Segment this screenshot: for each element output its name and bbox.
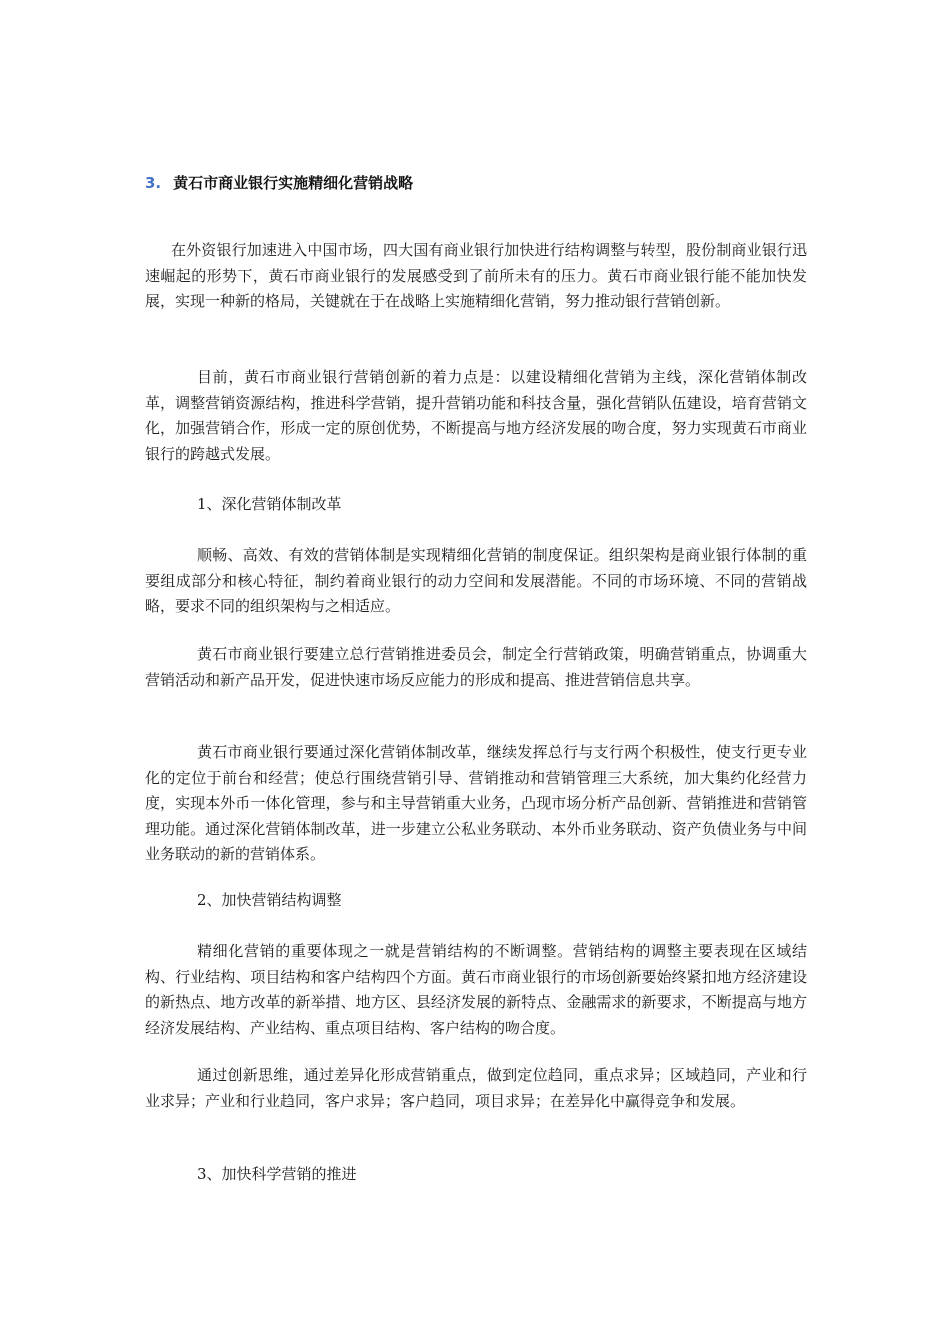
paragraph-focus: 目前，黄石市商业银行营销创新的着力点是：以建设精细化营销为主线，深化营销体制改革，调整营销资源结构，推进科学营销，提升营销功能和科技含量，强化营销队伍建设，培育营销文化，加强营销合作，形成一定的原创优势，不断提高与地方经济发展的吻合度，努力实现黄石市商业银行的跨越式发展。 xyxy=(145,368,807,463)
paragraph-system: 顺畅、高效、有效的营销体制是实现精细化营销的制度保证。组织架构是商业银行体制的重要组成部分和核心特征，制约着商业银行的动力空间和发展潜能。不同的市场环境、不同的营销战略，要求不同的组织架构与之相适应。 xyxy=(145,546,807,615)
paragraph-structure: 精细化营销的重要体现之一就是营销结构的不断调整。营销结构的调整主要表现在区域结构、行业结构、项目结构和客户结构四个方面。黄石市商业银行的市场创新要始终紧扣地方经济建设的新热点、地方改革的新举措、地方区、县经济发展的新特点、金融需求的新要求，不断提高与地方经济发展结构、产业结构、重点项目结构、客户结构的吻合度。 xyxy=(145,942,807,1037)
paragraph-differentiation: 通过创新思维，通过差异化形成营销重点，做到定位趋同，重点求异；区域趋同，产业和行业求异；产业和行业趋同，客户求异；客户趋同，项目求异；在差异化中赢得竞争和发展。 xyxy=(145,1066,807,1110)
subheading-3: 3、加快科学营销的推进 xyxy=(197,1165,357,1183)
paragraph-intro: 在外资银行加速进入中国市场，四大国有商业银行加快进行结构调整与转型，股份制商业银行迅速崛起的形势下，黄石市商业银行的发展感受到了前所未有的压力。黄石市商业银行能不能加快发展，实现一种新的格局，关键就在于在战略上实施精细化营销，努力推动银行营销创新。 xyxy=(145,241,807,310)
section-number: 3. xyxy=(145,174,162,192)
section-title: 黄石市商业银行实施精细化营销战略 xyxy=(173,174,414,192)
paragraph-committee: 黄石市商业银行要建立总行营销推进委员会，制定全行营销政策，明确营销重点，协调重大营销活动和新产品开发，促进快速市场反应能力的形成和提高、推进营销信息共享。 xyxy=(145,645,807,689)
subheading-1: 1、深化营销体制改革 xyxy=(197,495,342,513)
subheading-2: 2、加快营销结构调整 xyxy=(197,891,342,909)
section-heading xyxy=(145,172,413,194)
paragraph-reform: 黄石市商业银行要通过深化营销体制改革，继续发挥总行与支行两个积极性，使支行更专业化的定位于前台和经营；使总行围绕营销引导、营销推动和营销管理三大系统，加大集约化经营力度，实现本外币一体化管理，参与和主导营销重大业务，凸现市场分析产品创新、营销推进和营销管理功能。通过深化营销体制改革，进一步建立公私业务联动、本外币业务联动、资产负债业务与中间业务联动的新的营销体系。 xyxy=(145,743,807,863)
